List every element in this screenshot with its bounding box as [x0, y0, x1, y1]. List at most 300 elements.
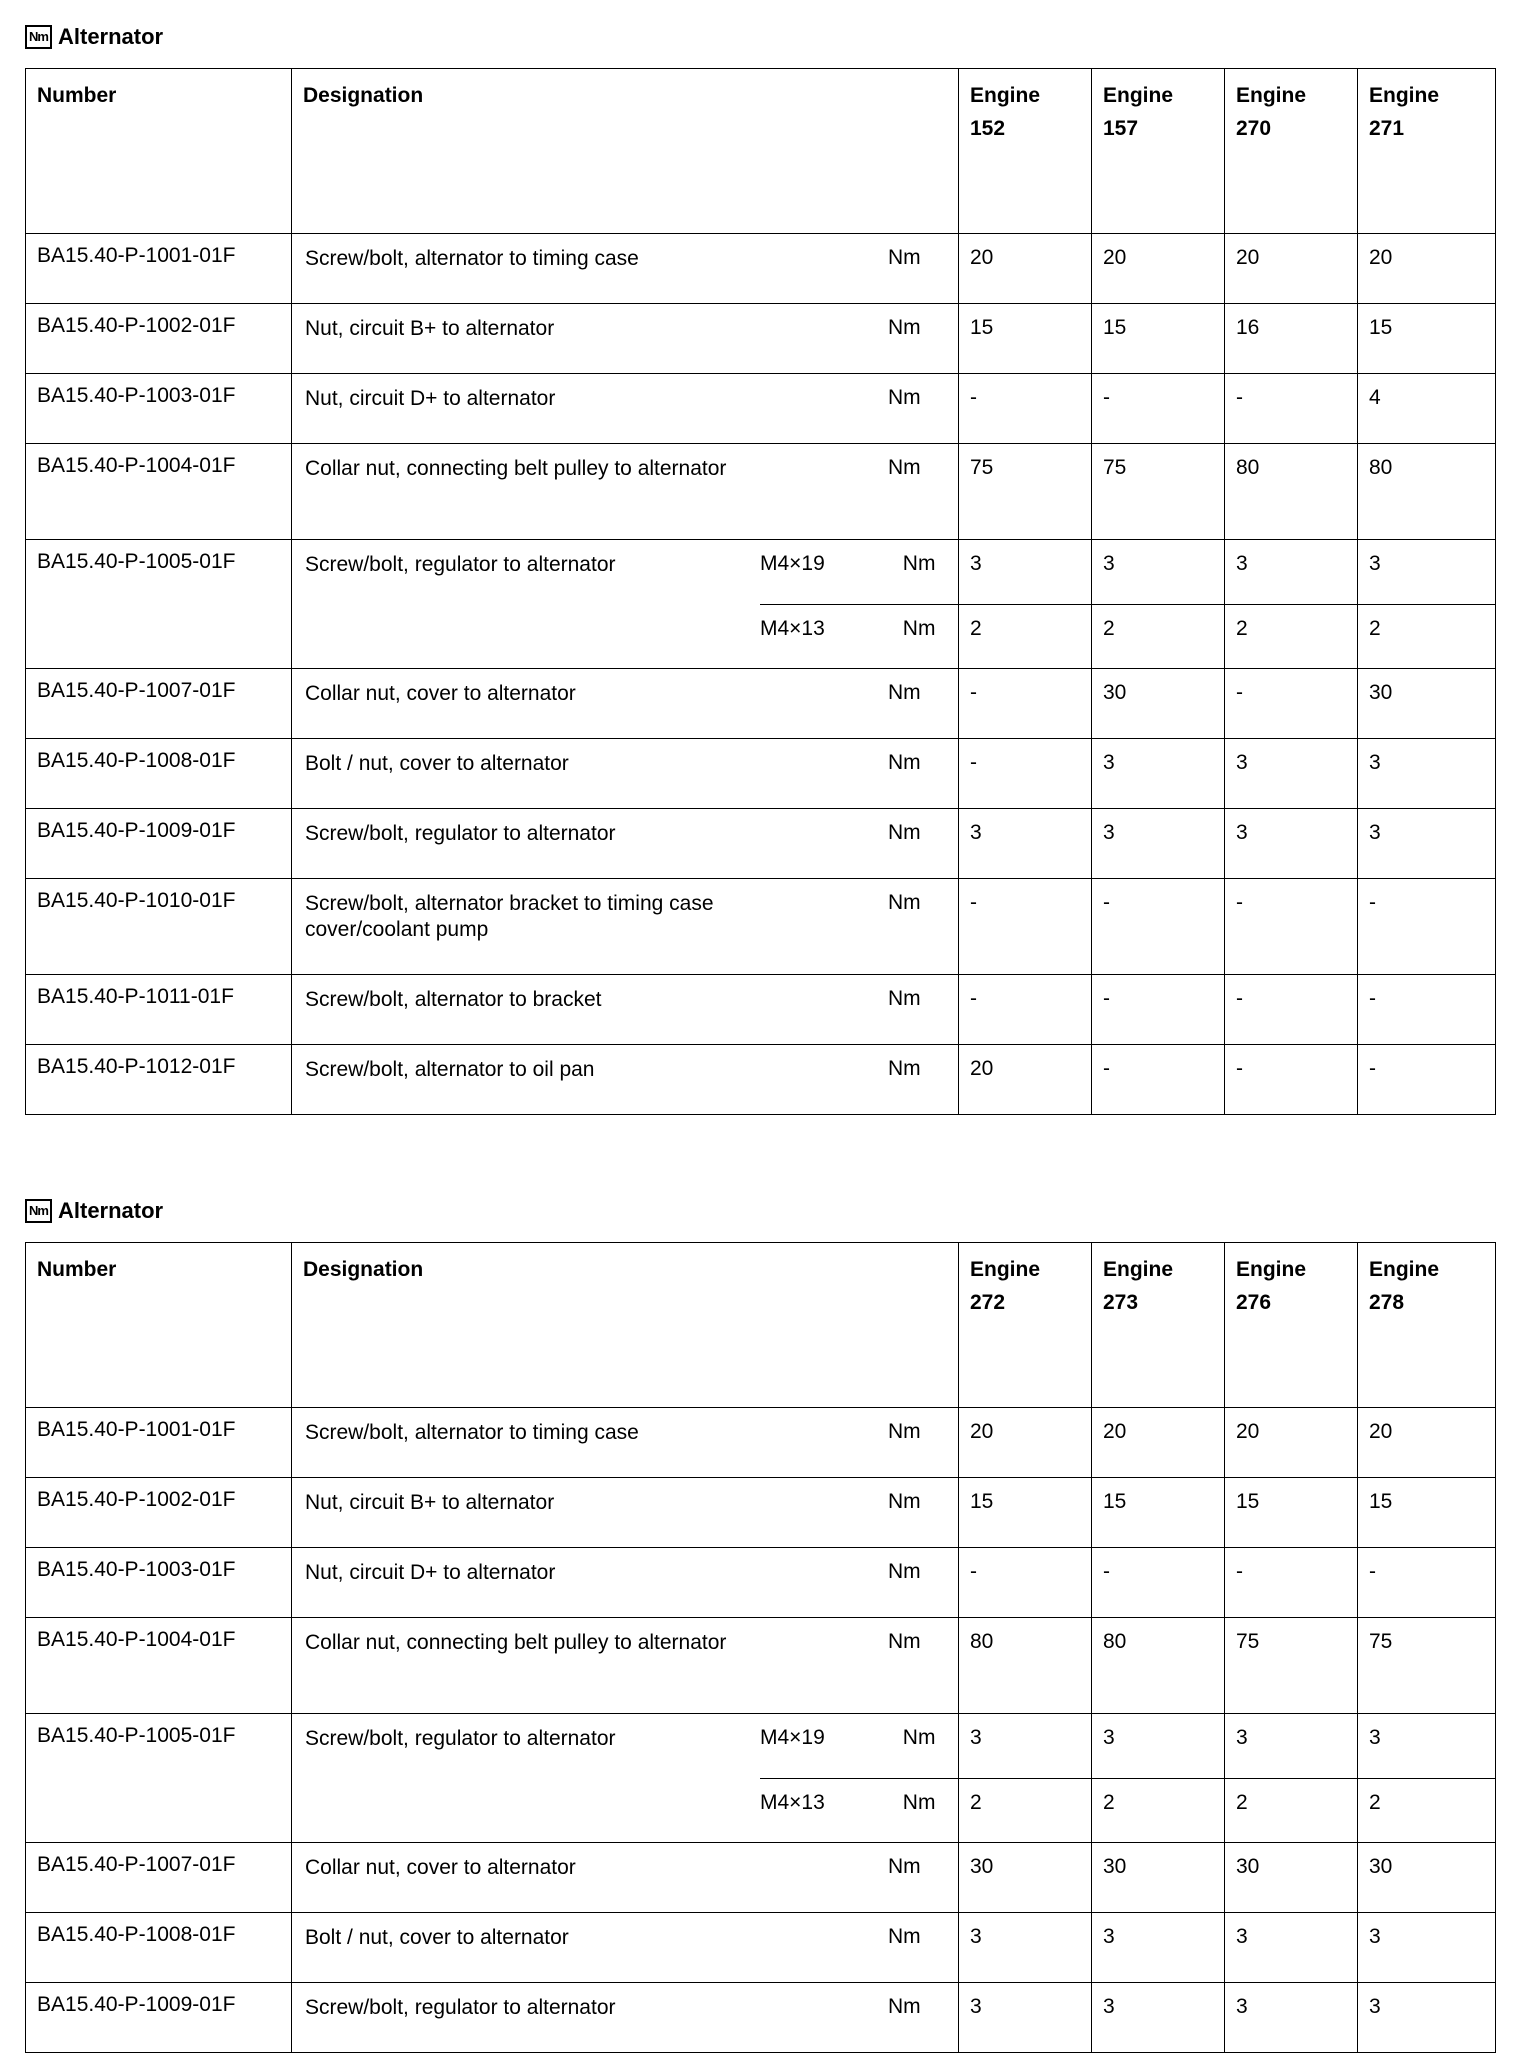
torque-value-cell — [1225, 444, 1358, 540]
torque-value-cell — [1358, 1983, 1496, 2053]
header-engine — [1092, 69, 1225, 234]
designation-cell — [292, 1714, 959, 1843]
part-number: BA15.40-P-1012-01F — [26, 1045, 292, 1115]
torque-value-cell — [1358, 374, 1496, 444]
spacer — [758, 1478, 888, 1528]
torque-value-cell — [1358, 809, 1496, 879]
spacer — [758, 879, 888, 955]
torque-value: 80 — [970, 1630, 994, 1653]
torque-value-cell — [959, 374, 1092, 444]
header-engine-cell — [1225, 69, 1357, 155]
torque-value: 3 — [1236, 1925, 1248, 1948]
torque-value-cell — [959, 444, 1092, 540]
spacer — [758, 1843, 888, 1893]
unit-label: Nm — [888, 1925, 921, 1948]
torque-value: 3 — [1103, 1925, 1115, 1948]
size-row — [760, 1778, 958, 1843]
torque-value: - — [1236, 987, 1243, 1010]
table-row — [26, 1913, 1496, 1983]
torque-value-cell — [1358, 1913, 1496, 1983]
size-column — [760, 1714, 958, 1842]
header-engine — [959, 69, 1092, 234]
torque-value: 75 — [970, 456, 994, 479]
header-engine-cell — [1358, 1243, 1495, 1329]
engine-code: 272 — [970, 1291, 1006, 1314]
bolt-size: M4×19 — [760, 552, 825, 575]
header-engine — [1225, 69, 1358, 234]
torque-value-cell — [1092, 540, 1225, 669]
engine-code: 273 — [1103, 1291, 1139, 1314]
designation-grid — [292, 1408, 958, 1458]
torque-value: - — [1103, 1057, 1110, 1080]
torque-value: - — [970, 891, 977, 914]
header-number-label: Number — [37, 1258, 117, 1281]
torque-value-cell — [1225, 1913, 1358, 1983]
torque-value: - — [1369, 987, 1376, 1010]
torque-value-cell — [1358, 879, 1496, 975]
torque-value-cell — [1092, 879, 1225, 975]
torque-value: - — [1236, 681, 1243, 704]
bolt-size: M4×13 — [760, 616, 825, 640]
designation-cell — [292, 1408, 959, 1478]
torque-value: 30 — [1236, 1855, 1260, 1878]
header-engine-cell — [959, 69, 1091, 155]
designation-cell — [292, 1548, 959, 1618]
spacer — [758, 444, 888, 494]
designation-cell — [292, 809, 959, 879]
torque-value-cell — [959, 1045, 1092, 1115]
torque-value-cell — [959, 1714, 1092, 1843]
table-row — [26, 975, 1496, 1045]
section-title — [25, 1196, 163, 1226]
torque-value-cell — [1092, 444, 1225, 540]
torque-value: - — [1236, 891, 1243, 914]
torque-value: - — [1369, 891, 1376, 914]
unit-label: Nm — [888, 1560, 921, 1583]
torque-value: 3 — [1369, 1995, 1381, 2018]
torque-value-cell — [1358, 1548, 1496, 1618]
designation-cell — [292, 1045, 959, 1115]
header-engine — [1225, 1243, 1358, 1408]
torque-value-cell — [1225, 975, 1358, 1045]
torque-value-cell — [1358, 1045, 1496, 1115]
torque-value-cell — [959, 669, 1092, 739]
torque-value: 80 — [1103, 1630, 1127, 1653]
torque-value: 80 — [1236, 456, 1260, 479]
designation-text: Screw/bolt, alternator to bracket — [305, 988, 602, 1011]
designation-cell — [292, 374, 959, 444]
table-row — [26, 669, 1496, 739]
torque-value-cell — [959, 1478, 1092, 1548]
torque-value-cell — [1092, 1714, 1225, 1843]
part-number: BA15.40-P-1005-01F — [26, 1714, 292, 1843]
torque-value: 30 — [1369, 681, 1393, 704]
torque-value-cell — [1358, 1843, 1496, 1913]
torque-value-cell — [959, 1983, 1092, 2053]
section-title — [25, 22, 163, 52]
spacer — [758, 1618, 888, 1668]
spacer — [758, 234, 888, 284]
torque-value: 30 — [1103, 681, 1127, 704]
torque-table — [25, 1242, 1496, 2053]
designation-text: Screw/bolt, alternator bracket to timing case cover/coolant pump — [305, 892, 714, 941]
torque-value-cell — [1092, 1408, 1225, 1478]
table-row — [26, 1714, 1496, 1843]
header-engine-cell — [959, 1243, 1091, 1329]
header-engine-cell — [1092, 69, 1224, 155]
section-title-text: Alternator — [58, 1198, 164, 1223]
torque-value: 15 — [970, 1490, 994, 1513]
part-number: BA15.40-P-1003-01F — [26, 374, 292, 444]
designation-grid — [292, 1843, 958, 1893]
torque-value: - — [1369, 1057, 1376, 1080]
designation-grid — [292, 1913, 958, 1963]
torque-value: 2 — [1225, 1778, 1357, 1842]
engine-label: Engine — [970, 84, 1041, 107]
torque-value-cell — [1225, 234, 1358, 304]
engine-label: Engine — [1369, 1258, 1440, 1281]
header-number — [26, 1243, 292, 1408]
torque-value: 3 — [1103, 552, 1115, 575]
size-column — [760, 540, 958, 668]
spacer — [758, 809, 888, 859]
torque-value-cell — [1225, 374, 1358, 444]
unit-label: Nm — [888, 891, 921, 914]
torque-value: - — [1103, 891, 1110, 914]
torque-value: - — [970, 386, 977, 409]
torque-value-cell — [1358, 444, 1496, 540]
torque-value-cell — [1225, 304, 1358, 374]
torque-value-cell — [1358, 669, 1496, 739]
unit-label: Nm — [888, 316, 921, 339]
unit-label: Nm — [888, 751, 921, 774]
torque-value: 30 — [1103, 1855, 1127, 1878]
designation-text: Nut, circuit B+ to alternator — [305, 1491, 555, 1514]
torque-value: 75 — [1103, 456, 1127, 479]
torque-value-cell — [1092, 1618, 1225, 1714]
torque-value: 75 — [1369, 1630, 1393, 1653]
table-row — [26, 1478, 1496, 1548]
torque-value: 20 — [1236, 246, 1260, 269]
torque-value: - — [1103, 1560, 1110, 1583]
torque-value: 2 — [1358, 604, 1495, 668]
designation-cell — [292, 304, 959, 374]
torque-value: 15 — [1369, 316, 1393, 339]
designation-text: Nut, circuit D+ to alternator — [305, 1561, 556, 1584]
part-number: BA15.40-P-1002-01F — [26, 304, 292, 374]
torque-value: 3 — [1369, 1925, 1381, 1948]
torque-value: 30 — [1369, 1855, 1393, 1878]
torque-value-cell — [959, 879, 1092, 975]
header-designation — [292, 69, 959, 234]
torque-value: 20 — [1369, 1420, 1393, 1443]
torque-value-cell — [1225, 1045, 1358, 1115]
part-number: BA15.40-P-1007-01F — [26, 1843, 292, 1913]
unit-label: Nm — [902, 1790, 936, 1814]
bolt-size: M4×13 — [760, 1790, 825, 1814]
torque-value: 2 — [1092, 1778, 1224, 1842]
torque-value: 3 — [1236, 552, 1248, 575]
designation-grid — [292, 234, 958, 284]
torque-value: 3 — [1103, 1726, 1115, 1749]
designation-cell — [292, 1913, 959, 1983]
torque-value-cell — [1225, 739, 1358, 809]
torque-value-cell — [1092, 304, 1225, 374]
engine-code: 157 — [1103, 117, 1139, 140]
designation-text: Bolt / nut, cover to alternator — [305, 752, 569, 775]
torque-value: 3 — [1236, 751, 1248, 774]
torque-value: 3 — [1236, 1726, 1248, 1749]
torque-value: 3 — [1103, 821, 1115, 844]
torque-value-cell — [1092, 975, 1225, 1045]
torque-value-cell — [1358, 1478, 1496, 1548]
spacer — [758, 304, 888, 354]
torque-value: 16 — [1236, 316, 1260, 339]
unit-label: Nm — [888, 1490, 921, 1513]
torque-value: - — [1236, 1057, 1243, 1080]
part-number: BA15.40-P-1005-01F — [26, 540, 292, 669]
bolt-size: M4×19 — [760, 1726, 825, 1749]
torque-value: - — [1103, 987, 1110, 1010]
torque-value-cell — [1092, 1045, 1225, 1115]
designation-grid — [292, 975, 958, 1025]
torque-value-cell — [959, 1408, 1092, 1478]
torque-value-cell — [959, 304, 1092, 374]
spacer — [758, 975, 888, 1025]
engine-label: Engine — [1236, 1258, 1307, 1281]
torque-value-cell — [959, 234, 1092, 304]
torque-value-cell — [1358, 1618, 1496, 1714]
table-row — [26, 374, 1496, 444]
unit-label: Nm — [888, 987, 921, 1010]
torque-value: 75 — [1236, 1630, 1260, 1653]
designation-cell — [292, 1983, 959, 2053]
table-row — [26, 1045, 1496, 1115]
torque-value-cell — [959, 540, 1092, 669]
torque-value: 3 — [1369, 552, 1381, 575]
torque-value-cell — [1225, 669, 1358, 739]
header-designation-label: Designation — [303, 1258, 424, 1281]
unit-label: Nm — [888, 1995, 921, 2018]
torque-value-cell — [959, 1843, 1092, 1913]
designation-text: Screw/bolt, regulator to alternator — [305, 1727, 616, 1750]
header-engine — [1358, 69, 1496, 234]
unit-label: Nm — [888, 821, 921, 844]
designation-grid — [292, 1045, 958, 1095]
designation-text: Nut, circuit D+ to alternator — [305, 387, 556, 410]
section-title-text: Alternator — [58, 24, 164, 49]
unit-label: Nm — [888, 1855, 921, 1878]
engine-code: 152 — [970, 117, 1006, 140]
torque-value-cell — [1092, 1913, 1225, 1983]
unit-label: Nm — [888, 681, 921, 704]
torque-value: 3 — [970, 552, 982, 575]
unit-label: Nm — [888, 246, 921, 269]
torque-value: 3 — [1369, 821, 1381, 844]
designation-text: Screw/bolt, regulator to alternator — [305, 553, 616, 576]
part-number: BA15.40-P-1011-01F — [26, 975, 292, 1045]
torque-value: 15 — [1369, 1490, 1393, 1513]
table-header-row — [26, 1243, 1496, 1408]
torque-value-cell — [1225, 540, 1358, 669]
torque-value: - — [1103, 386, 1110, 409]
engine-label: Engine — [1103, 1258, 1174, 1281]
torque-value-cell — [1225, 1618, 1358, 1714]
part-number: BA15.40-P-1008-01F — [26, 1913, 292, 1983]
designation-cell — [292, 540, 959, 669]
torque-value-cell — [1358, 739, 1496, 809]
torque-value: 15 — [1103, 1490, 1127, 1513]
unit-label: Nm — [888, 1420, 921, 1443]
header-engine — [959, 1243, 1092, 1408]
torque-value: - — [970, 1560, 977, 1583]
torque-value-cell — [1225, 1714, 1358, 1843]
engine-code: 271 — [1369, 117, 1405, 140]
designation-cell — [292, 1843, 959, 1913]
torque-value-cell — [1092, 1548, 1225, 1618]
torque-value: - — [1236, 386, 1243, 409]
designation-grid — [292, 1478, 958, 1528]
torque-value: 3 — [1103, 1995, 1115, 2018]
table-row — [26, 234, 1496, 304]
torque-value: 3 — [970, 1726, 982, 1749]
spacer — [758, 1045, 888, 1095]
part-number: BA15.40-P-1002-01F — [26, 1478, 292, 1548]
torque-value-cell — [1225, 1843, 1358, 1913]
torque-value: 3 — [970, 1995, 982, 2018]
part-number: BA15.40-P-1004-01F — [26, 1618, 292, 1714]
table-row — [26, 1618, 1496, 1714]
torque-value-cell — [1092, 739, 1225, 809]
torque-value: 3 — [1236, 821, 1248, 844]
designation-grid — [292, 809, 958, 859]
unit-label: Nm — [888, 456, 921, 479]
torque-value: 15 — [1103, 316, 1127, 339]
designation-cell — [292, 234, 959, 304]
engine-code: 270 — [1236, 117, 1272, 140]
designation-grid — [292, 444, 958, 494]
designation-text: Screw/bolt, regulator to alternator — [305, 822, 616, 845]
torque-value-cell — [1092, 809, 1225, 879]
table-row — [26, 1408, 1496, 1478]
part-number: BA15.40-P-1001-01F — [26, 1408, 292, 1478]
designation-grid — [292, 739, 958, 789]
engine-label: Engine — [1236, 84, 1307, 107]
torque-value-cell — [1225, 1478, 1358, 1548]
part-number: BA15.40-P-1008-01F — [26, 739, 292, 809]
torque-value: 2 — [1225, 604, 1357, 668]
torque-value: 15 — [970, 316, 994, 339]
part-number: BA15.40-P-1009-01F — [26, 809, 292, 879]
torque-value: 4 — [1369, 386, 1381, 409]
engine-code: 276 — [1236, 1291, 1272, 1314]
torque-value: 2 — [959, 1778, 1091, 1842]
designation-cell — [292, 1618, 959, 1714]
torque-value: 3 — [970, 821, 982, 844]
torque-value-cell — [1092, 374, 1225, 444]
torque-value: - — [970, 987, 977, 1010]
designation-cell — [292, 739, 959, 809]
torque-value: 80 — [1369, 456, 1393, 479]
unit-label: Nm — [902, 1726, 936, 1749]
part-number: BA15.40-P-1001-01F — [26, 234, 292, 304]
spacer — [758, 374, 888, 424]
torque-value-cell — [1092, 669, 1225, 739]
designation-text: Collar nut, connecting belt pulley to alternator — [305, 1631, 727, 1654]
header-number — [26, 69, 292, 234]
header-engine-cell — [1358, 69, 1495, 155]
torque-value-cell — [1092, 1983, 1225, 2053]
torque-value-cell — [959, 1913, 1092, 1983]
torque-value-cell — [1092, 1843, 1225, 1913]
designation-grid — [292, 1714, 958, 1842]
torque-value-cell — [959, 975, 1092, 1045]
torque-nm-icon: Nm — [25, 1199, 52, 1223]
torque-value-cell — [1225, 1548, 1358, 1618]
designation-grid — [292, 879, 958, 955]
designation-text: Screw/bolt, alternator to timing case — [305, 247, 639, 270]
torque-value-cell — [1225, 1408, 1358, 1478]
torque-value: - — [970, 751, 977, 774]
torque-value-cell — [1358, 540, 1496, 669]
table-row — [26, 540, 1496, 669]
designation-text: Screw/bolt, alternator to oil pan — [305, 1058, 595, 1081]
header-engine — [1092, 1243, 1225, 1408]
engine-label: Engine — [970, 1258, 1041, 1281]
torque-value: 20 — [970, 1057, 994, 1080]
part-number: BA15.40-P-1010-01F — [26, 879, 292, 975]
torque-value: 3 — [1236, 1995, 1248, 2018]
designation-text: Bolt / nut, cover to alternator — [305, 1926, 569, 1949]
spacer — [758, 669, 888, 719]
torque-value: 20 — [1236, 1420, 1260, 1443]
torque-value-cell — [959, 809, 1092, 879]
designation-text: Screw/bolt, alternator to timing case — [305, 1421, 639, 1444]
header-engine — [1358, 1243, 1496, 1408]
header-designation-label: Designation — [303, 84, 424, 107]
designation-cell — [292, 879, 959, 975]
size-row — [760, 1714, 958, 1778]
table-row — [26, 879, 1496, 975]
table-header-row — [26, 69, 1496, 234]
unit-label: Nm — [888, 1057, 921, 1080]
torque-nm-icon: Nm — [25, 25, 52, 49]
designation-grid — [292, 1618, 958, 1668]
torque-value-cell — [1225, 1983, 1358, 2053]
table-row — [26, 1843, 1496, 1913]
header-designation — [292, 1243, 959, 1408]
torque-value: 20 — [1103, 1420, 1127, 1443]
torque-value: 3 — [1103, 751, 1115, 774]
torque-value: 2 — [1358, 1778, 1495, 1842]
size-row — [760, 604, 958, 669]
torque-value: 20 — [970, 1420, 994, 1443]
torque-value: 3 — [1369, 1726, 1381, 1749]
torque-value: 3 — [1369, 751, 1381, 774]
unit-label: Nm — [888, 386, 921, 409]
designation-grid — [292, 374, 958, 424]
designation-text: Collar nut, connecting belt pulley to alternator — [305, 457, 727, 480]
header-number-label: Number — [37, 84, 117, 107]
torque-value-cell — [1358, 975, 1496, 1045]
torque-value: - — [970, 681, 977, 704]
torque-value-cell — [959, 1618, 1092, 1714]
table-row — [26, 444, 1496, 540]
table-row — [26, 1983, 1496, 2053]
part-number: BA15.40-P-1003-01F — [26, 1548, 292, 1618]
designation-cell — [292, 975, 959, 1045]
spacer — [758, 1983, 888, 2033]
